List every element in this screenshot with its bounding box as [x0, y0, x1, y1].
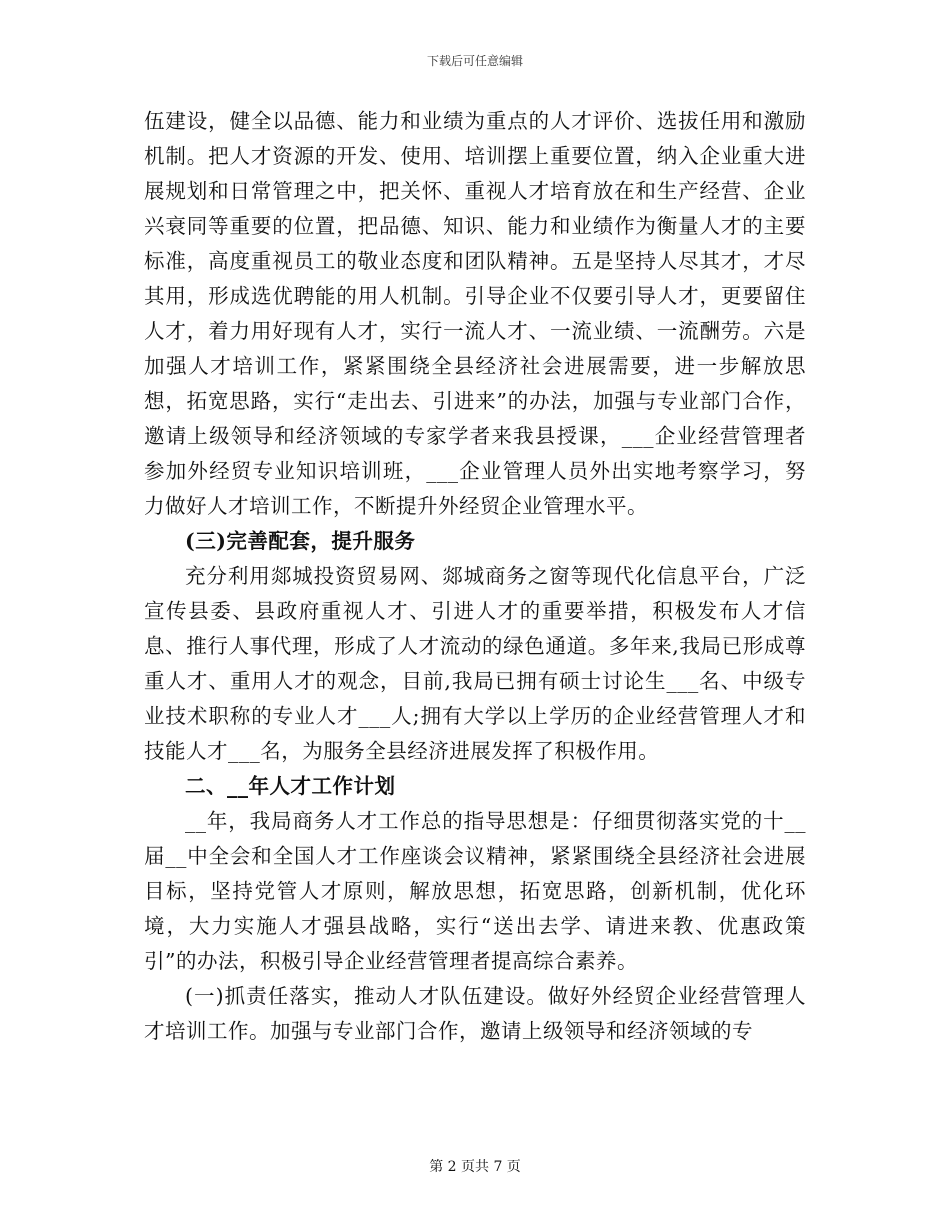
paragraph-service: 充分利用郯城投资贸易网、郯城商务之窗等现代化信息平台，广泛宣传县委、县政府重视人才、引进人才的重要举措，积极发布人才信息、推行人事代理，形成了人才流动的绿色通道。多年来,我局已形成尊重人才、重用人才的观念，目前,我局已拥有硕士讨论生___名、中级专业技术职称的专业人才___人;拥有大学以上学历的企业经营管理人才和技能人才___名，为服务全县经济进展发挥了积极作用。 [144, 564, 806, 763]
paragraph-plan-guideline: __年，我局商务人才工作总的指导思想是：仔细贯彻落实党的十__届__中全会和全国人才工作座谈会议精神，紧紧围绕全县经济社会进展目标，坚持党管人才原则，解放思想，拓宽思路，创新机制，优化环境，大力实施人才强县战略，实行“送出去学、请进来教、优惠政策引”的办法，积极引导企业经营管理者提高综合素养。 [144, 809, 806, 973]
paragraph-responsibility: (一)抓责任落实，推动人才队伍建设。做好外经贸企业经营管理人才培训工作。加强与专业部门合作，邀请上级领导和经济领域的专 [144, 984, 806, 1043]
page-header: 下载后可任意编辑 [426, 54, 523, 68]
page-number: 第 2 页共 7 页 [429, 1159, 521, 1175]
section-heading-plan: 二、__年人才工作计划 [185, 774, 396, 798]
document-body [144, 104, 806, 1049]
paragraph-talent-mechanism: 伍建设，健全以品德、能力和业绩为重点的人才评价、选拔任用和激励机制。把人才资源的开发、使用、培训摆上重要位置，纳入企业重大进展规划和日常管理之中，把关怀、重视人才培育放在和生产经营、企业兴衰同等重要的位置，把品德、知识、能力和业绩作为衡量人才的主要标准，高度重视员工的敬业态度和团队精神。五是坚持人尽其才，才尽其用，形成选优聘能的用人机制。引导企业不仅要引导人才，更要留住人才，着力用好现有人才，实行一流人才、一流业绩、一流酬劳。六是加强人才培训工作，紧紧围绕全县经济社会进展需要，进一步解放思想，拓宽思路，实行“走出去、引进来”的办法，加强与专业部门合作，邀请上级领导和经济领域的专家学者来我县授课，___企业经营管理者参加外经贸专业知识培训班，___企业管理人员外出实地考察学习，努力做好人才培训工作，不断提升外经贸企业管理水平。 [144, 109, 806, 518]
section-heading-service: (三)完善配套，提升服务 [185, 529, 416, 553]
